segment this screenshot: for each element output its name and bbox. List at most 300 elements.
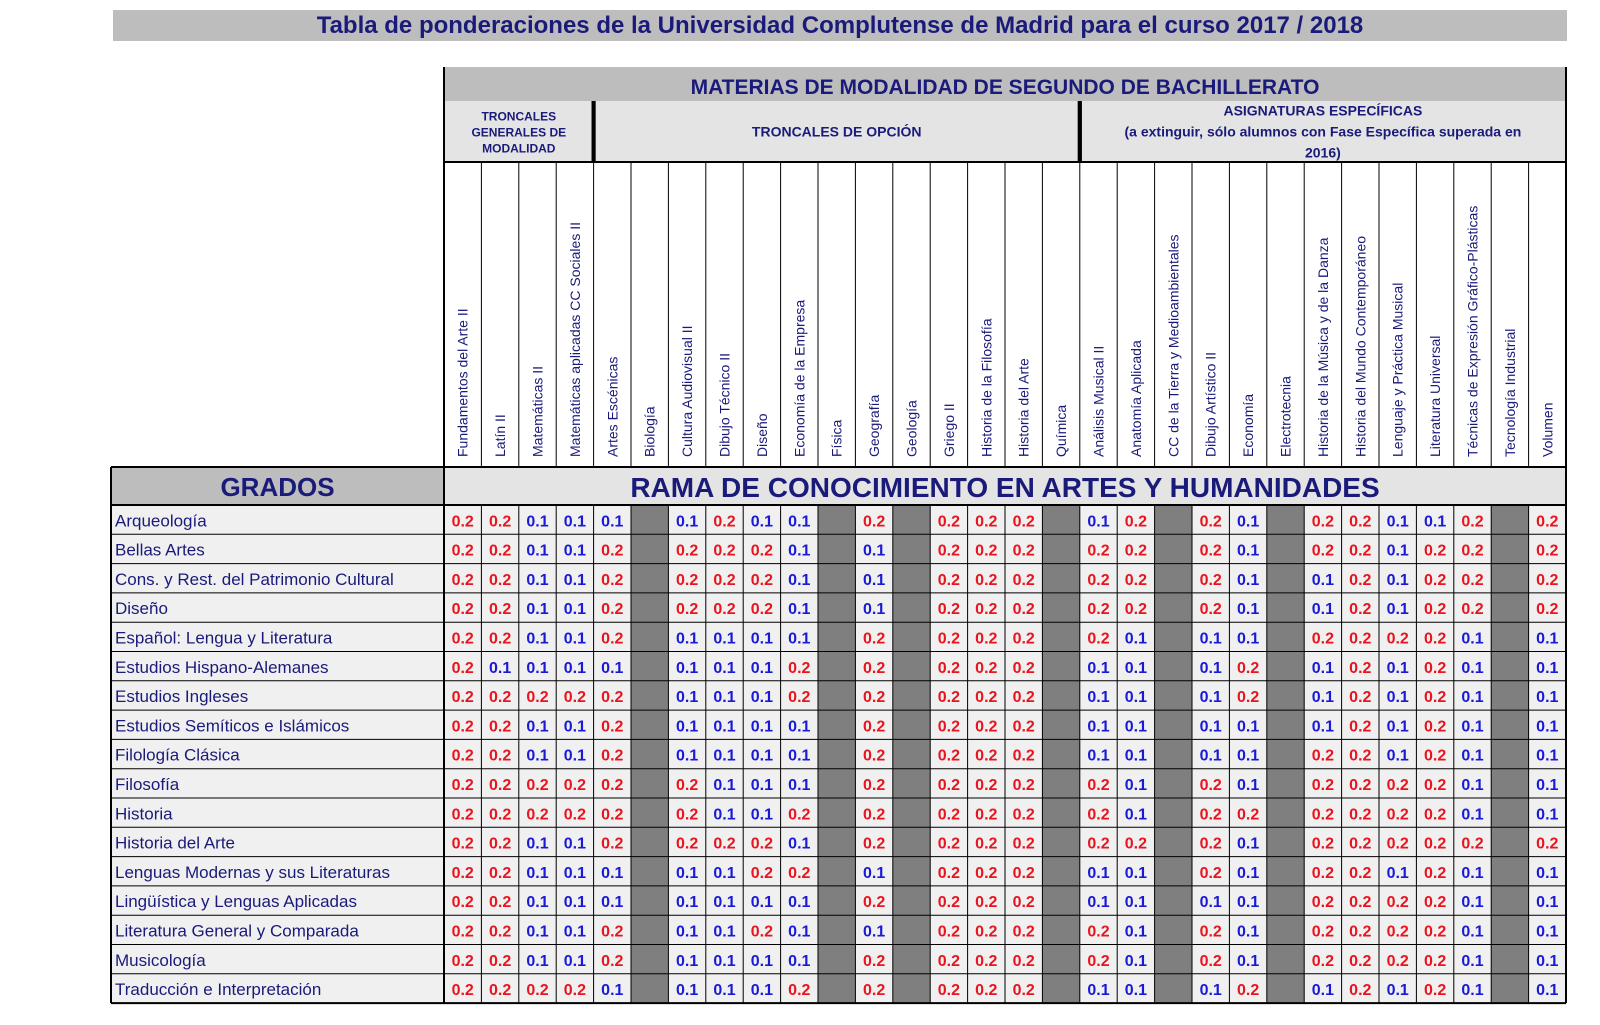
weight-value: 0.1: [563, 659, 587, 677]
empty-cell: [893, 564, 930, 593]
weight-value: 0.1: [1386, 571, 1409, 589]
weight-value: 0.2: [488, 513, 512, 531]
weight-value: 0.1: [750, 982, 774, 1000]
weight-value: 0.1: [526, 601, 549, 619]
weight-value: 0.1: [675, 513, 699, 531]
empty-cell: [1491, 886, 1528, 915]
weight-value: 0.1: [526, 894, 549, 912]
weight-value: 0.2: [937, 835, 961, 853]
subject-header: Biología: [641, 406, 658, 457]
page-title: Tabla de ponderaciones de la Universidad Complutense de Madrid para el curso 2017 / 2018: [113, 10, 1567, 41]
weight-value: 0.2: [451, 952, 474, 970]
weight-value: 0.2: [1199, 806, 1222, 824]
empty-cell: [1267, 710, 1304, 739]
empty-cell: [1155, 886, 1192, 915]
weight-value: 0.2: [937, 864, 961, 882]
subject-header: Artes Escénicas: [604, 356, 621, 457]
empty-cell: [631, 681, 668, 710]
subject-header: Fundamentos del Arte II: [454, 308, 471, 457]
weight-value: 0.2: [601, 601, 624, 619]
empty-cell: [818, 710, 855, 739]
empty-cell: [1155, 593, 1192, 622]
empty-cell: [893, 974, 930, 1003]
weight-value: 0.2: [675, 571, 699, 589]
weight-value: 0.1: [675, 864, 699, 882]
weight-value: 0.2: [1012, 777, 1035, 794]
weight-value: 0.2: [862, 689, 886, 707]
weight-value: 0.1: [526, 571, 549, 589]
subject-header: Tecnología Industrial: [1501, 328, 1518, 457]
empty-cell: [1155, 622, 1192, 651]
weight-value: 0.2: [1199, 835, 1222, 853]
weight-value: 0.1: [1124, 894, 1148, 912]
degree-name: Cons. y Rest. del Patrimonio Cultural: [115, 569, 394, 589]
weight-value: 0.2: [1311, 894, 1335, 912]
weight-value: 0.2: [675, 777, 699, 794]
weight-value: 0.2: [937, 923, 961, 941]
weight-value: 0.1: [526, 747, 549, 765]
degree-name: Diseño: [115, 599, 168, 619]
weight-value: 0.1: [1536, 923, 1559, 941]
weight-value: 0.2: [601, 630, 624, 648]
degree-name: Estudios Semíticos e Islámicos: [115, 716, 350, 736]
weight-value: 0.1: [1311, 718, 1335, 736]
weight-value: 0.1: [788, 571, 811, 589]
weight-value: 0.1: [563, 894, 587, 912]
empty-cell: [1155, 915, 1192, 944]
weight-value: 0.2: [1423, 689, 1447, 707]
weight-value: 0.2: [1311, 542, 1335, 560]
weight-value: 0.1: [788, 835, 811, 853]
empty-cell: [818, 534, 855, 563]
weight-value: 0.1: [1236, 835, 1260, 853]
weight-value: 0.2: [1423, 952, 1447, 970]
weight-value: 0.2: [750, 571, 774, 589]
weight-value: 0.1: [526, 864, 549, 882]
empty-cell: [818, 681, 855, 710]
empty-cell: [818, 798, 855, 827]
group-header-label: TRONCALES DE OPCIÓN: [751, 123, 922, 140]
empty-cell: [1491, 593, 1528, 622]
weight-value: 0.2: [1087, 806, 1110, 824]
weight-value: 0.1: [1236, 601, 1260, 619]
weight-value: 0.2: [1536, 513, 1559, 531]
weight-value: 0.2: [488, 952, 512, 970]
weight-value: 0.2: [1349, 601, 1372, 619]
weight-value: 0.2: [1349, 806, 1372, 824]
weight-value: 0.1: [1461, 982, 1484, 1000]
subject-header: Cultura Audiovisual II: [679, 325, 696, 457]
weight-value: 0.2: [975, 513, 998, 531]
weight-value: 0.2: [788, 689, 811, 707]
weight-value: 0.2: [1124, 601, 1148, 619]
weight-value: 0.1: [713, 894, 736, 912]
weight-value: 0.2: [975, 659, 998, 677]
weight-value: 0.2: [862, 982, 886, 1000]
empty-cell: [1155, 974, 1192, 1003]
empty-cell: [818, 622, 855, 651]
weight-value: 0.2: [1012, 982, 1035, 1000]
weight-value: 0.2: [601, 806, 624, 824]
weight-value: 0.2: [1386, 806, 1409, 824]
weight-value: 0.2: [601, 689, 624, 707]
empty-cell: [1042, 798, 1079, 827]
weight-value: 0.1: [750, 630, 774, 648]
weight-value: 0.1: [601, 659, 624, 677]
weight-value: 0.1: [1087, 982, 1110, 1000]
weight-value: 0.2: [1087, 571, 1110, 589]
subject-header: Física: [828, 419, 845, 457]
weight-value: 0.1: [1536, 718, 1559, 736]
weight-value: 0.1: [1461, 864, 1484, 882]
weight-value: 0.1: [563, 513, 587, 531]
weight-value: 0.1: [1536, 982, 1559, 1000]
weight-value: 0.2: [601, 952, 624, 970]
materias-header: MATERIAS DE MODALIDAD DE SEGUNDO DE BACHILLERATO: [690, 76, 1320, 99]
empty-cell: [1491, 505, 1528, 534]
weight-value: 0.1: [675, 923, 699, 941]
weight-value: 0.2: [488, 835, 512, 853]
empty-cell: [631, 886, 668, 915]
degree-name: Historia: [115, 804, 173, 824]
weight-value: 0.2: [601, 923, 624, 941]
weight-value: 0.1: [1199, 747, 1222, 765]
weight-value: 0.1: [526, 659, 549, 677]
weight-value: 0.2: [1349, 630, 1372, 648]
grados-header: GRADOS: [220, 472, 335, 502]
weight-value: 0.2: [1349, 835, 1372, 853]
empty-cell: [818, 505, 855, 534]
weight-value: 0.1: [1386, 689, 1409, 707]
weight-value: 0.2: [451, 864, 474, 882]
weight-value: 0.2: [451, 923, 474, 941]
weight-value: 0.2: [862, 835, 886, 853]
weight-value: 0.1: [526, 718, 549, 736]
empty-cell: [631, 857, 668, 886]
weight-value: 0.1: [750, 777, 774, 794]
weight-value: 0.1: [1311, 601, 1335, 619]
empty-cell: [818, 915, 855, 944]
subject-header: Dibujo Técnico II: [716, 352, 733, 457]
weight-value: 0.1: [563, 864, 587, 882]
weight-value: 0.2: [451, 894, 474, 912]
weight-value: 0.2: [451, 747, 474, 765]
weight-value: 0.1: [1386, 747, 1409, 765]
weight-value: 0.2: [1349, 982, 1372, 1000]
weight-value: 0.1: [526, 835, 549, 853]
weight-value: 0.1: [1199, 689, 1222, 707]
weight-value: 0.2: [1536, 601, 1559, 619]
empty-cell: [1267, 798, 1304, 827]
weight-value: 0.2: [1423, 630, 1447, 648]
weight-value: 0.2: [937, 718, 961, 736]
weight-value: 0.2: [675, 806, 699, 824]
weight-value: 0.2: [1236, 689, 1260, 707]
weight-value: 0.2: [1349, 659, 1372, 677]
weight-value: 0.1: [1124, 718, 1148, 736]
weight-value: 0.2: [1311, 806, 1335, 824]
weight-value: 0.2: [1423, 806, 1447, 824]
weight-value: 0.2: [1199, 923, 1222, 941]
weight-value: 0.1: [1199, 718, 1222, 736]
weight-value: 0.2: [1349, 689, 1372, 707]
weight-value: 0.1: [1087, 718, 1110, 736]
weight-value: 0.1: [601, 513, 624, 531]
weight-value: 0.2: [1423, 601, 1447, 619]
weight-value: 0.2: [937, 894, 961, 912]
weight-value: 0.2: [975, 689, 998, 707]
weight-value: 0.2: [563, 777, 587, 794]
weight-value: 0.1: [1536, 659, 1559, 677]
subject-header: Literatura Universal: [1427, 335, 1444, 457]
weight-value: 0.2: [1349, 952, 1372, 970]
weight-value: 0.1: [1311, 982, 1335, 1000]
weight-value: 0.1: [675, 982, 699, 1000]
weight-value: 0.1: [1236, 864, 1260, 882]
weight-value: 0.2: [1012, 952, 1035, 970]
empty-cell: [1042, 652, 1079, 681]
weight-value: 0.2: [1349, 777, 1372, 794]
weight-value: 0.2: [1423, 777, 1447, 794]
weight-value: 0.2: [1087, 952, 1110, 970]
weight-value: 0.1: [1536, 630, 1559, 648]
weight-value: 0.2: [937, 777, 961, 794]
empty-cell: [1267, 915, 1304, 944]
degree-name: Estudios Hispano-Alemanes: [115, 657, 329, 677]
weight-value: 0.1: [675, 718, 699, 736]
weight-value: 0.2: [1349, 864, 1372, 882]
weight-value: 0.2: [451, 806, 474, 824]
weight-value: 0.2: [713, 513, 736, 531]
empty-cell: [1267, 857, 1304, 886]
weight-value: 0.1: [713, 982, 736, 1000]
empty-cell: [1267, 827, 1304, 856]
weight-value: 0.1: [1236, 952, 1260, 970]
weight-value: 0.2: [601, 835, 624, 853]
weight-value: 0.1: [675, 952, 699, 970]
subject-header: Latín II: [492, 414, 509, 457]
empty-cell: [1491, 710, 1528, 739]
subject-header: Economía: [1240, 393, 1257, 457]
weight-value: 0.2: [1012, 513, 1035, 531]
weight-value: 0.1: [1236, 630, 1260, 648]
weight-value: 0.1: [1199, 630, 1222, 648]
weight-value: 0.1: [862, 923, 886, 941]
empty-cell: [1155, 564, 1192, 593]
empty-cell: [818, 827, 855, 856]
weight-value: 0.1: [1386, 601, 1409, 619]
empty-cell: [1267, 593, 1304, 622]
weight-value: 0.1: [526, 952, 549, 970]
weight-value: 0.1: [526, 923, 549, 941]
weight-value: 0.1: [1124, 806, 1148, 824]
weight-value: 0.2: [1012, 542, 1035, 560]
weight-value: 0.2: [937, 747, 961, 765]
weight-value: 0.2: [1349, 718, 1372, 736]
weight-value: 0.1: [713, 864, 736, 882]
weight-value: 0.1: [1386, 659, 1409, 677]
subject-header: Diseño: [753, 413, 770, 457]
weight-value: 0.2: [975, 630, 998, 648]
weight-value: 0.1: [1124, 689, 1148, 707]
weight-value: 0.2: [937, 982, 961, 1000]
weight-value: 0.1: [563, 571, 587, 589]
empty-cell: [1491, 769, 1528, 798]
empty-cell: [1042, 505, 1079, 534]
degree-name: Filosofía: [115, 775, 180, 794]
weight-value: 0.2: [862, 630, 886, 648]
empty-cell: [1491, 534, 1528, 563]
weight-value: 0.1: [601, 894, 624, 912]
weight-value: 0.2: [1461, 542, 1484, 560]
weight-value: 0.2: [713, 542, 736, 560]
weight-value: 0.1: [788, 630, 811, 648]
weight-value: 0.2: [862, 747, 886, 765]
empty-cell: [1042, 593, 1079, 622]
weight-value: 0.1: [713, 952, 736, 970]
empty-cell: [1267, 974, 1304, 1003]
weight-value: 0.1: [750, 894, 774, 912]
weight-value: 0.1: [675, 894, 699, 912]
empty-cell: [1491, 622, 1528, 651]
weight-value: 0.2: [713, 601, 736, 619]
empty-cell: [893, 827, 930, 856]
weight-value: 0.2: [975, 982, 998, 1000]
weight-value: 0.1: [1087, 659, 1110, 677]
weight-value: 0.2: [601, 571, 624, 589]
empty-cell: [1267, 564, 1304, 593]
degree-name: Arqueología: [115, 511, 207, 531]
weight-value: 0.1: [713, 630, 736, 648]
weight-value: 0.1: [1236, 571, 1260, 589]
weight-value: 0.2: [1423, 864, 1447, 882]
empty-cell: [631, 769, 668, 798]
subject-header: Griego II: [940, 403, 957, 457]
weight-value: 0.2: [1311, 630, 1335, 648]
weight-value: 0.2: [451, 659, 474, 677]
empty-cell: [893, 798, 930, 827]
weight-value: 0.2: [862, 806, 886, 824]
weight-value: 0.2: [1386, 835, 1409, 853]
weight-value: 0.1: [788, 952, 811, 970]
weight-value: 0.2: [1423, 659, 1447, 677]
weight-value: 0.1: [788, 777, 811, 794]
empty-cell: [1155, 652, 1192, 681]
weight-value: 0.2: [488, 542, 512, 560]
weight-value: 0.1: [1236, 923, 1260, 941]
weight-value: 0.2: [750, 601, 774, 619]
empty-cell: [1155, 945, 1192, 974]
subject-header: CC de la Tierra y Medioambientales: [1165, 234, 1182, 457]
weight-value: 0.2: [1087, 542, 1110, 560]
weight-value: 0.2: [713, 835, 736, 853]
weight-value: 0.1: [1199, 982, 1222, 1000]
empty-cell: [1491, 974, 1528, 1003]
empty-cell: [893, 710, 930, 739]
empty-cell: [893, 505, 930, 534]
weight-value: 0.1: [1124, 923, 1148, 941]
weight-value: 0.2: [1349, 513, 1372, 531]
empty-cell: [1042, 534, 1079, 563]
empty-cell: [893, 652, 930, 681]
subject-header: Análisis Musical II: [1090, 345, 1107, 457]
weight-value: 0.2: [488, 923, 512, 941]
weight-value: 0.2: [750, 542, 774, 560]
empty-cell: [631, 739, 668, 768]
empty-cell: [1491, 915, 1528, 944]
degree-name: Literatura General y Comparada: [115, 921, 359, 941]
empty-cell: [1042, 622, 1079, 651]
empty-cell: [818, 945, 855, 974]
weight-value: 0.2: [1236, 982, 1260, 1000]
weight-value: 0.2: [451, 513, 474, 531]
weight-value: 0.1: [1236, 747, 1260, 765]
weight-value: 0.2: [1012, 806, 1035, 824]
empty-cell: [631, 710, 668, 739]
weight-value: 0.1: [1461, 777, 1484, 794]
weight-value: 0.1: [1236, 777, 1260, 794]
weight-value: 0.2: [451, 777, 474, 794]
weight-value: 0.2: [488, 806, 512, 824]
empty-cell: [1267, 622, 1304, 651]
degree-name: Español: Lengua y Literatura: [115, 628, 333, 648]
weight-value: 0.1: [1311, 571, 1335, 589]
weight-value: 0.1: [601, 982, 624, 1000]
weight-value: 0.1: [1536, 806, 1559, 824]
weight-value: 0.2: [975, 806, 998, 824]
weight-value: 0.2: [1311, 777, 1335, 794]
empty-cell: [818, 564, 855, 593]
weight-value: 0.2: [488, 689, 512, 707]
weight-value: 0.1: [563, 630, 587, 648]
empty-cell: [1267, 886, 1304, 915]
empty-cell: [1042, 564, 1079, 593]
subject-header: Volumen: [1539, 402, 1556, 457]
weight-value: 0.2: [937, 806, 961, 824]
empty-cell: [1155, 739, 1192, 768]
weight-value: 0.2: [1087, 835, 1110, 853]
empty-cell: [1267, 945, 1304, 974]
weight-value: 0.2: [937, 571, 961, 589]
weight-value: 0.2: [488, 718, 512, 736]
weight-value: 0.2: [451, 542, 474, 560]
weight-value: 0.2: [1423, 718, 1447, 736]
weight-value: 0.2: [1461, 571, 1484, 589]
weight-value: 0.2: [1087, 777, 1110, 794]
subject-header: Técnicas de Expresión Gráfico-Plásticas: [1464, 205, 1481, 457]
weight-value: 0.2: [1012, 689, 1035, 707]
weight-value: 0.2: [1386, 630, 1409, 648]
weight-value: 0.1: [526, 542, 549, 560]
weight-value: 0.1: [1423, 513, 1447, 531]
weight-value: 0.1: [675, 689, 699, 707]
empty-cell: [893, 915, 930, 944]
weight-value: 0.1: [1461, 894, 1484, 912]
weight-value: 0.2: [1087, 923, 1110, 941]
weight-value: 0.2: [975, 601, 998, 619]
empty-cell: [1155, 798, 1192, 827]
weight-value: 0.1: [750, 806, 774, 824]
weight-value: 0.1: [750, 689, 774, 707]
group-header-label: (a extinguir, sólo alumnos con Fase Específica superada en: [1124, 123, 1522, 140]
weight-value: 0.1: [1386, 982, 1409, 1000]
weight-value: 0.2: [975, 923, 998, 941]
empty-cell: [818, 739, 855, 768]
weight-value: 0.1: [1311, 659, 1335, 677]
weight-value: 0.2: [937, 601, 961, 619]
empty-cell: [893, 534, 930, 563]
weight-value: 0.2: [750, 835, 774, 853]
